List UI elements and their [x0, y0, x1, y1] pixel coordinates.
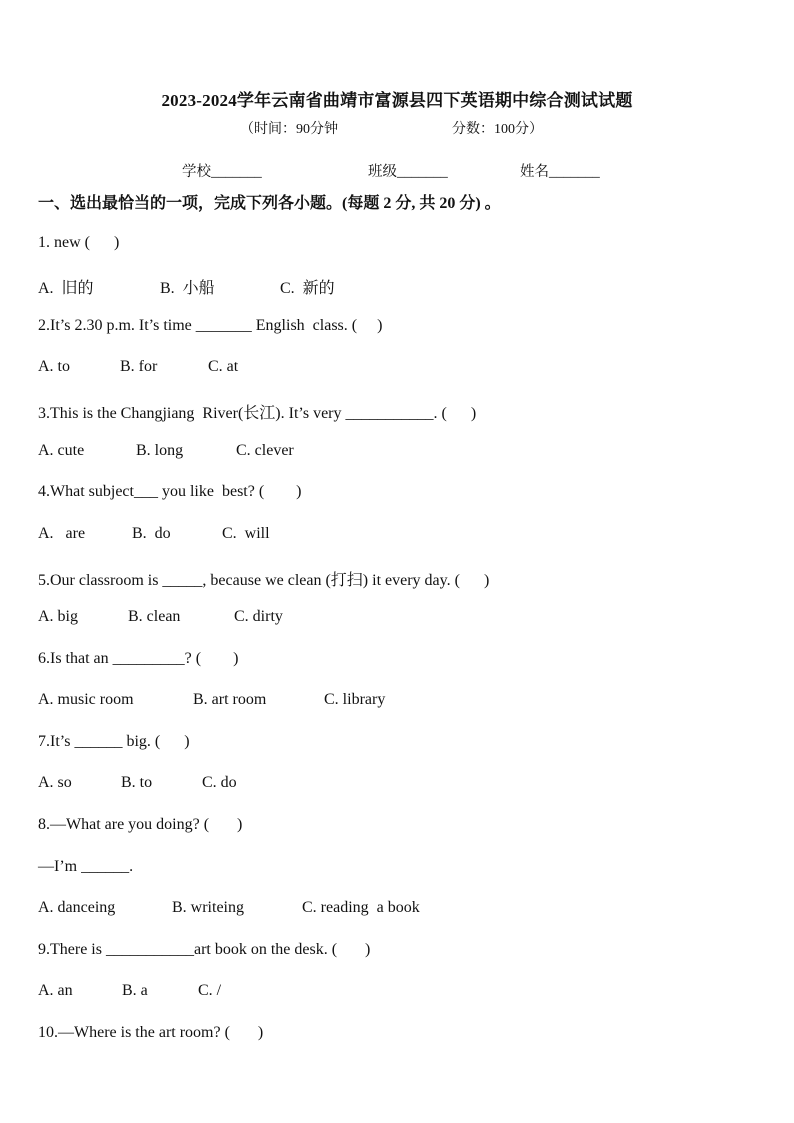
- option-a: A. music room: [38, 691, 134, 708]
- question-stem: 10.—Where is the art room? ( ): [38, 1024, 264, 1041]
- option-c: C. reading a book: [302, 899, 420, 916]
- option-c: C. at: [208, 358, 239, 375]
- section-heading: 一、选出最恰当的一项，完成下列各小题。(每题 2 分, 共 20 分) 。: [38, 195, 501, 212]
- option-b: B. do: [132, 525, 171, 542]
- exam-time: （时间：90分钟: [240, 122, 338, 137]
- option-c: C. will: [222, 525, 270, 542]
- option-b: B. art room: [193, 691, 267, 708]
- option-b: B. 小船: [160, 280, 215, 297]
- question-stem: 8.—What are you doing? ( ): [38, 816, 243, 833]
- exam-title: 2023-2024学年云南省曲靖市富源县四下英语期中综合测试试题: [161, 91, 633, 110]
- school-field: 学校_______: [182, 164, 262, 180]
- option-a: A. 旧的: [38, 280, 94, 297]
- option-c: C. library: [324, 691, 386, 708]
- question-stem: 1. new ( ): [38, 234, 120, 251]
- option-a: A. so: [38, 774, 72, 791]
- option-c: C. /: [198, 982, 222, 999]
- option-b: B. long: [136, 442, 184, 459]
- class-field: 班级_______: [368, 164, 448, 180]
- question-stem: 9.There is ___________art book on the desk. ( ): [38, 941, 371, 958]
- name-field: 姓名_______: [520, 164, 600, 180]
- option-a: A. are: [38, 525, 86, 542]
- option-b: B. writeing: [172, 899, 244, 916]
- question-stem: 4.What subject___ you like best? ( ): [38, 483, 302, 500]
- option-c: C. 新的: [280, 280, 335, 297]
- option-a: A. danceing: [38, 899, 116, 916]
- question-reply: —I’m ______.: [38, 858, 134, 875]
- option-b: B. to: [121, 774, 153, 791]
- option-a: A. an: [38, 982, 73, 999]
- option-c: C. clever: [236, 442, 294, 459]
- option-a: A. big: [38, 608, 78, 625]
- exam-score: 分数：100分）: [452, 122, 543, 137]
- option-a: A. to: [38, 358, 70, 375]
- option-b: B. clean: [128, 608, 181, 625]
- question-stem: 5.Our classroom is _____, because we clean (打扫) it every day. ( ): [38, 572, 490, 589]
- question-stem: 7.It’s ______ big. ( ): [38, 733, 190, 750]
- question-stem: 2.It’s 2.30 p.m. It’s time _______ English class. ( ): [38, 317, 383, 334]
- option-c: C. dirty: [234, 608, 283, 625]
- question-stem: 3.This is the Changjiang River(长江). It’s very ___________. ( ): [38, 405, 477, 422]
- option-b: B. a: [122, 982, 148, 999]
- option-b: B. for: [120, 358, 158, 375]
- option-a: A. cute: [38, 442, 85, 459]
- option-c: C. do: [202, 774, 237, 791]
- question-stem: 6.Is that an _________? ( ): [38, 650, 239, 667]
